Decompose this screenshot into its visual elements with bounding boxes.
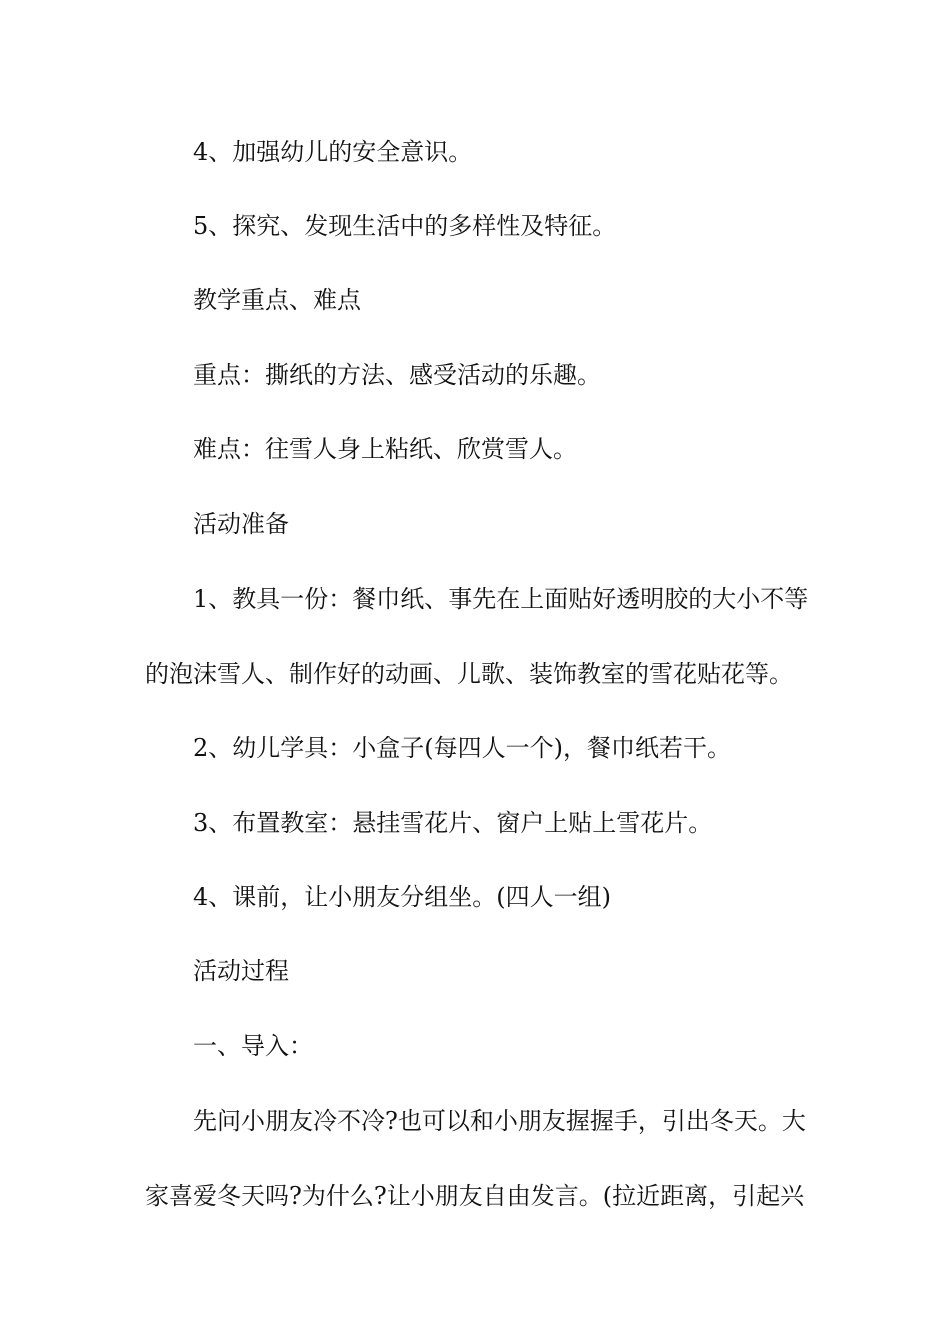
text-line: 的泡沫雪人、制作好的动画、儿歌、装饰教室的雪花贴花等。 xyxy=(145,660,793,688)
section-heading: 活动准备 xyxy=(193,510,289,538)
text-line: 一、导入： xyxy=(193,1032,313,1060)
text-line: 难点：往雪人身上粘纸、欣赏雪人。 xyxy=(193,435,577,463)
text-line: 2、幼儿学具：小盒子(每四人一个)，餐巾纸若干。 xyxy=(193,734,731,762)
text-line: 先问小朋友冷不冷?也可以和小朋友握握手，引出冬天。大 xyxy=(193,1107,806,1135)
text-line: 重点：撕纸的方法、感受活动的乐趣。 xyxy=(193,361,601,389)
text-line: 3、布置教室：悬挂雪花片、窗户上贴上雪花片。 xyxy=(193,809,713,837)
text-line: 5、探究、发现生活中的多样性及特征。 xyxy=(193,212,617,240)
text-line: 4、课前，让小朋友分组坐。(四人一组) xyxy=(193,883,611,911)
text-line: 4、加强幼儿的安全意识。 xyxy=(193,138,473,166)
section-heading: 教学重点、难点 xyxy=(193,286,361,314)
text-line: 家喜爱冬天吗?为什么?让小朋友自由发言。(拉近距离，引起兴 xyxy=(145,1182,805,1210)
section-heading: 活动过程 xyxy=(193,957,289,985)
text-line: 1、教具一份：餐巾纸、事先在上面贴好透明胶的大小不等 xyxy=(193,585,809,613)
